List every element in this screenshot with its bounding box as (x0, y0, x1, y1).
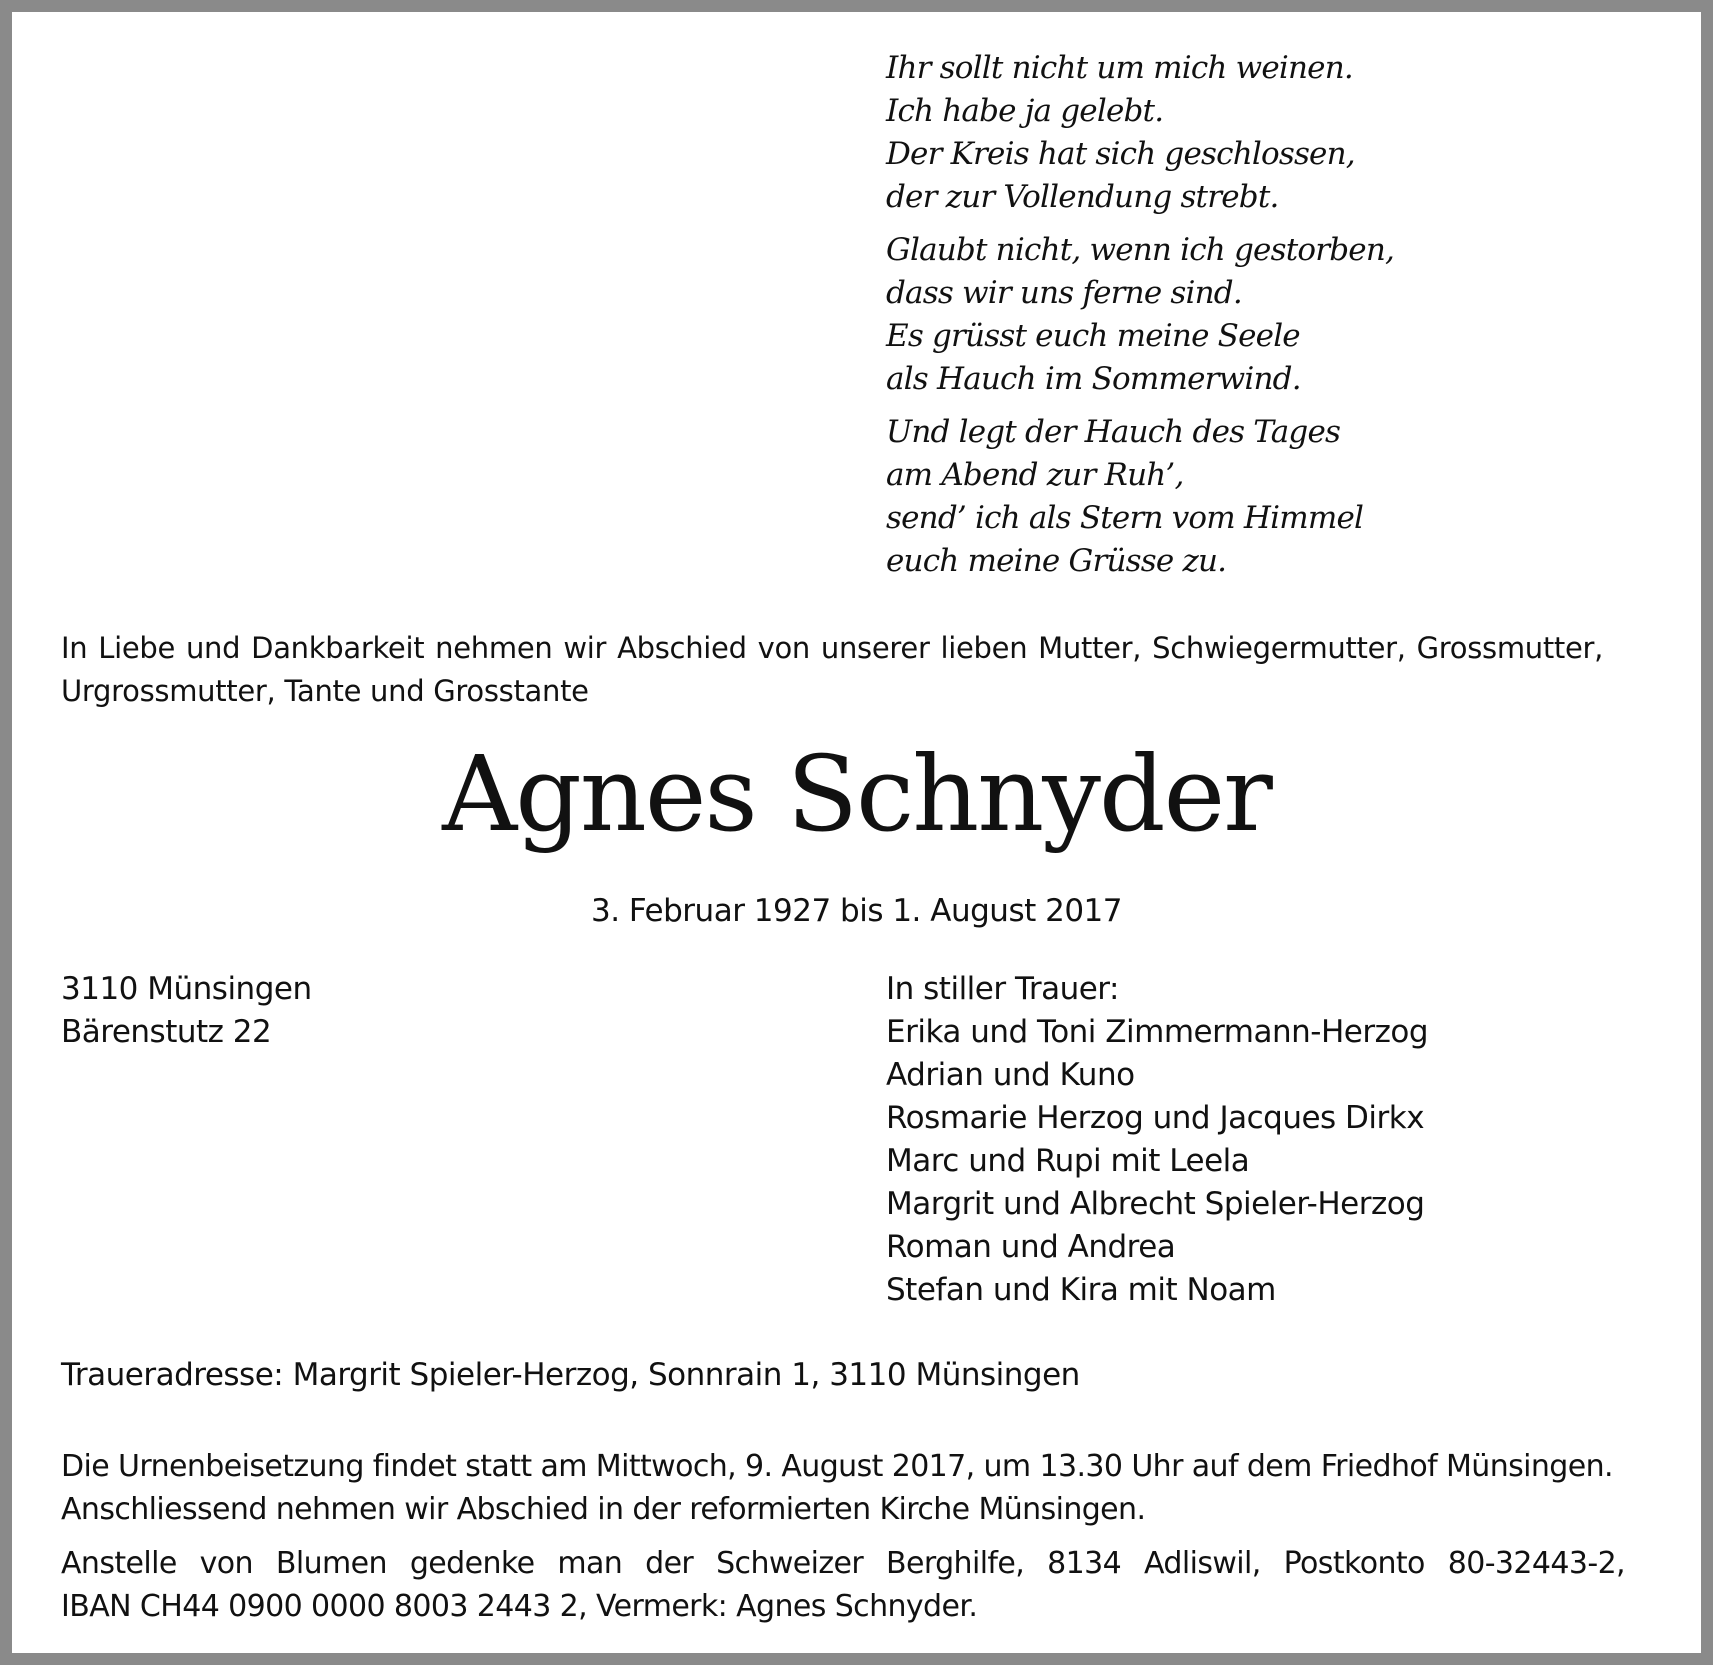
ceremony-line: Anschliessend nehmen wir Abschied in der reformierten Kirche Münsingen. (61, 1492, 1146, 1527)
ceremony-line: Die Urnenbeisetzung findet statt am Mittwoch, 9. August 2017, um 13.30 Uhr auf dem Friedhof Münsingen. (61, 1449, 1613, 1484)
poem-stanza-3 (886, 411, 1686, 583)
intro-line: In Liebe und Dankbarkeit nehmen wir Abschied von unserer lieben Mutter, Schwiegermutter, Grossmutter, (61, 631, 1604, 665)
poem-line: dass wir uns ferne sind. (886, 275, 1242, 311)
donation-line: Anstelle von Blumen gedenke man der Schweizer Berghilfe, 8134 Adliswil, Postkonto 80-32443-2, (61, 1546, 1625, 1581)
mourner-entry: Margrit und Albrecht Spieler-Herzog (886, 1186, 1425, 1222)
mourner-entry: Roman und Andrea (886, 1229, 1176, 1265)
donation-info (61, 1542, 1661, 1628)
mourner-entry: Rosmarie Herzog und Jacques Dirkx (886, 1100, 1425, 1136)
poem-line: euch meine Grüsse zu. (886, 543, 1227, 579)
mourner-entry: Stefan und Kira mit Noam (886, 1272, 1276, 1308)
intro-text (61, 627, 1661, 713)
mourners-heading: In stiller Trauer: (886, 971, 1119, 1007)
poem-line: Es grüsst euch meine Seele (886, 318, 1300, 354)
mourning-address: Traueradresse: Margrit Spieler-Herzog, Sonnrain 1, 3110 Münsingen (61, 1357, 1080, 1393)
deceased-name: Agnes Schnyder (442, 733, 1271, 855)
mourner-entry: Marc und Rupi mit Leela (886, 1143, 1250, 1179)
poem-line: als Hauch im Sommerwind. (886, 361, 1301, 397)
poem-line: Und legt der Hauch des Tages (886, 414, 1341, 450)
poem-line: send’ ich als Stern vom Himmel (886, 500, 1364, 536)
poem-line: Glaubt nicht, wenn ich gestorben, (886, 232, 1395, 268)
mourner-entry: Adrian und Kuno (886, 1057, 1135, 1093)
poem-stanza-2 (886, 229, 1686, 401)
poem-line: Ihr sollt nicht um mich weinen. (886, 50, 1353, 86)
poem-stanza-1 (886, 47, 1686, 219)
address-line: Bärenstutz 22 (61, 1014, 272, 1050)
poem-line: Der Kreis hat sich geschlossen, (886, 136, 1355, 172)
ceremony-info (61, 1445, 1661, 1531)
intro-line: Urgrossmutter, Tante und Grosstante (61, 674, 589, 708)
life-dates: 3. Februar 1927 bis 1. August 2017 (590, 893, 1122, 929)
obituary-notice (12, 12, 1701, 1653)
poem-line: Ich habe ja gelebt. (886, 93, 1164, 129)
mourner-entry: Erika und Toni Zimmermann-Herzog (886, 1014, 1429, 1050)
home-address (61, 968, 312, 1054)
poem (886, 47, 1686, 593)
donation-line: IBAN CH44 0900 0000 8003 2443 2, Vermerk: Agnes Schnyder. (61, 1589, 978, 1624)
mourners-list (886, 968, 1428, 1312)
address-line: 3110 Münsingen (61, 971, 312, 1007)
poem-line: der zur Vollendung strebt. (886, 179, 1279, 215)
poem-line: am Abend zur Ruh’, (886, 457, 1184, 493)
